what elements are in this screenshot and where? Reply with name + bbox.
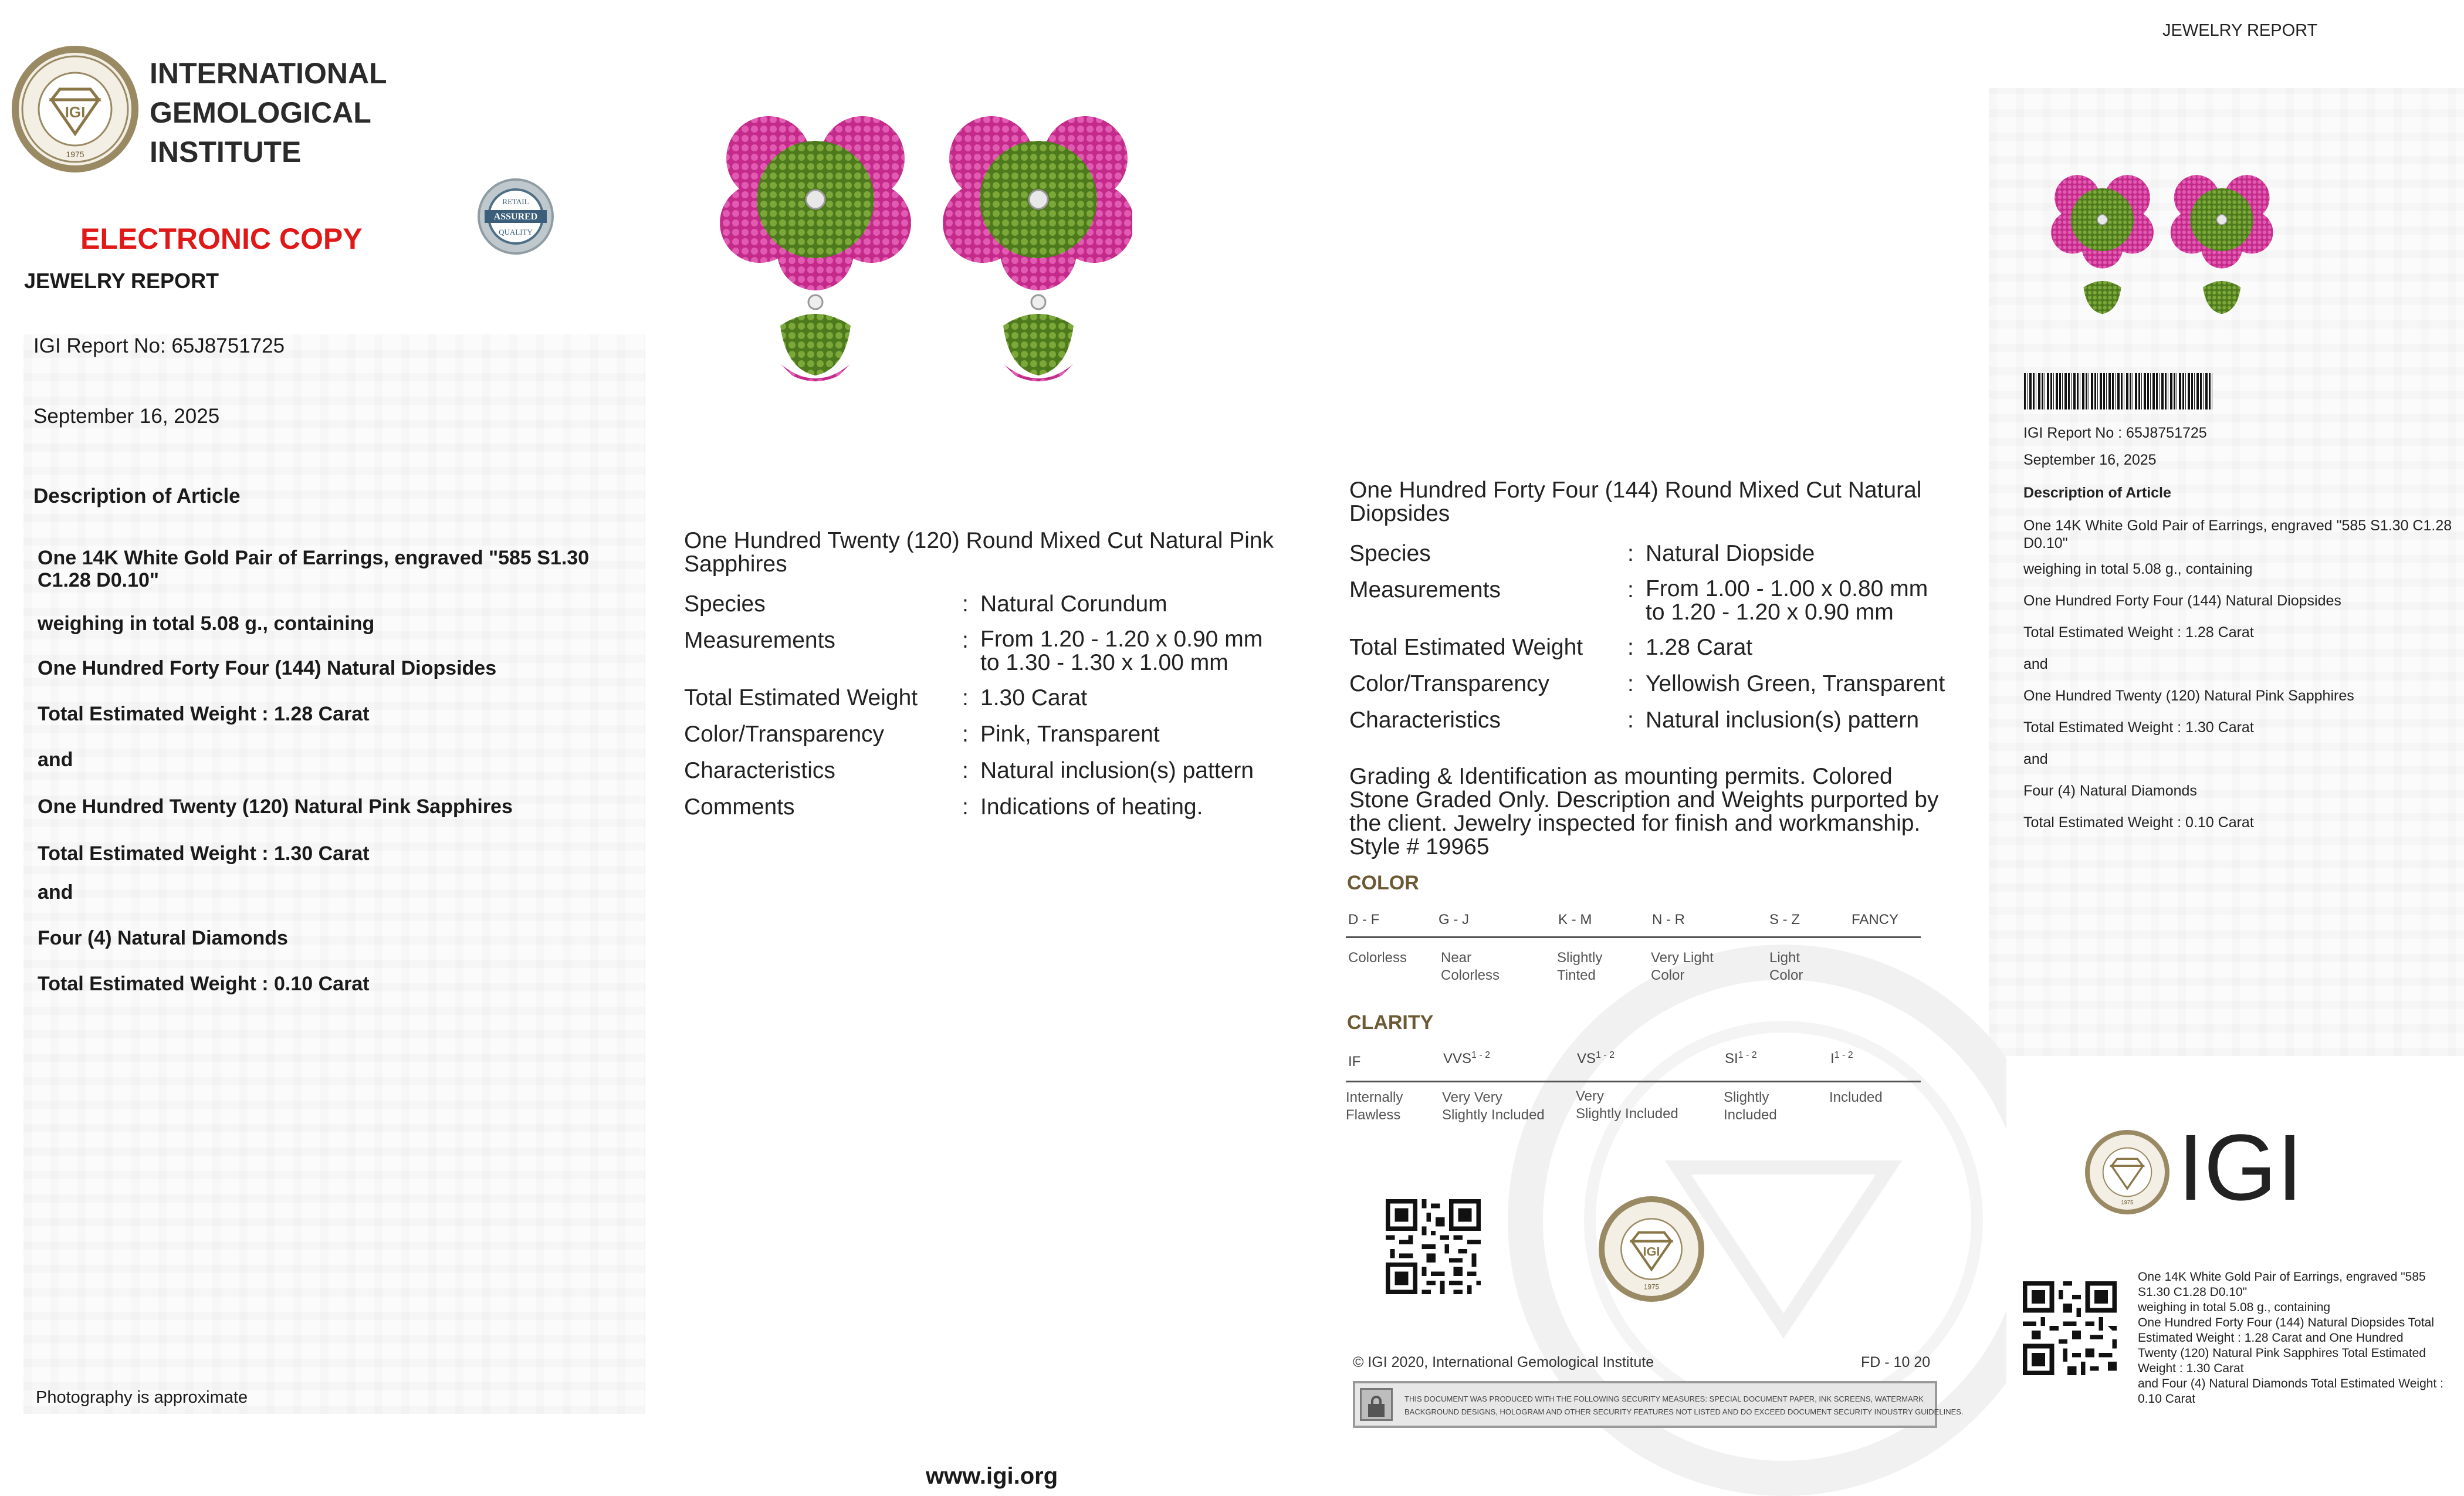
color-scale-heading: COLOR: [1347, 872, 1419, 894]
center-seal-year: 1975: [1644, 1283, 1659, 1291]
sapphire-measurements-from: From 1.20 - 1.20 x 0.90 mm: [980, 627, 1263, 652]
diopside-details: [1349, 479, 1995, 737]
sapphire-comments-colon: :: [962, 794, 969, 820]
right-description-heading: Description of Article: [2023, 485, 2171, 501]
desc-line-article: One 14K White Gold Pair of Earrings, engraved "585 S1.30: [38, 547, 590, 569]
desc-line-diopsides: One Hundred Forty Four (144) Natural Diopsides: [38, 657, 497, 679]
clarity-desc-vvs-1: Very Very: [1442, 1089, 1502, 1105]
right-desc-article: One 14K White Gold Pair of Earrings, engraved "585 S1.30 C1.28: [2023, 517, 2452, 534]
institute-name-line3: INSTITUTE: [150, 136, 302, 168]
clarity-grade-vs: [1577, 1050, 1615, 1067]
diopside-measurements-to: to 1.20 - 1.20 x 0.90 mm: [1646, 600, 1894, 625]
diopside-weight-value: 1.28 Carat: [1646, 635, 1753, 660]
igi-wordmark: IGI: [2178, 1115, 2303, 1220]
earring-left: [720, 116, 911, 381]
footer-copyright: © IGI 2020, International Gemological Institute: [1353, 1354, 1654, 1370]
clarity-scale-line: [1346, 1081, 1921, 1082]
clarity-desc-vs: [1576, 1088, 1678, 1123]
sapphire-weight-value: 1.30 Carat: [980, 685, 1088, 710]
right-desc-weight: weighing in total 5.08 g., containing: [2023, 561, 2253, 577]
diopside-title: [1349, 479, 1921, 526]
clarity-grade-i-text: I: [1830, 1051, 1835, 1067]
diopside-measurements-label: Measurements: [1349, 577, 1501, 603]
right-summary-line6: Twenty (120) Natural Pink Sapphires Total Estimated: [2138, 1346, 2426, 1360]
seal-mark-text: IGI: [65, 103, 86, 121]
igi-seal-right: [2083, 1128, 2172, 1217]
clarity-desc-si-1: Slightly: [1724, 1089, 1769, 1105]
clarity-grade-i-sup: 1 - 2: [1834, 1050, 1853, 1060]
right-summary-line8: and Four (4) Natural Diamonds Total Estimated Weight :: [2138, 1377, 2443, 1390]
clarity-grade-if: [1348, 1054, 1360, 1070]
clarity-grade-i: [1830, 1050, 1853, 1067]
right-summary-line5: Estimated Weight : 1.28 Carat and One Hundred: [2138, 1331, 2404, 1345]
clarity-desc-if: [1346, 1089, 1403, 1124]
lock-icon: [1360, 1388, 1393, 1421]
right-summary-line9: 0.10 Carat: [2138, 1392, 2196, 1406]
barcode: [2024, 373, 2213, 409]
right-summary-line7: Weight : 1.30 Carat: [2138, 1362, 2244, 1375]
badge-mid-text: ASSURED: [493, 212, 538, 222]
color-desc-slightly-tinted-2: Tinted: [1557, 967, 1596, 983]
clarity-desc-if-2: Flawless: [1346, 1107, 1401, 1123]
desc-line-sapphire-weight: Total Estimated Weight : 1.30 Carat: [38, 842, 370, 865]
right-seal-year: 1975: [2121, 1199, 2134, 1206]
right-summary-line4: One Hundred Forty Four (144) Natural Diopsides Total: [2138, 1316, 2435, 1329]
right-desc-diopsides: One Hundred Forty Four (144) Natural Diopsides: [2023, 593, 2341, 609]
qr-code-verify[interactable]: [1386, 1199, 1481, 1294]
diopside-species-value: Natural Diopside: [1646, 541, 1815, 566]
sapphire-measurements-label: Measurements: [684, 628, 835, 653]
color-grade-km: K - M: [1558, 912, 1592, 928]
diopside-species-colon: :: [1627, 541, 1634, 566]
right-desc-diopside-weight: Total Estimated Weight : 1.28 Carat: [2023, 624, 2254, 641]
lock-body: [1368, 1404, 1385, 1417]
diopside-color-label: Color/Transparency: [1349, 671, 1550, 696]
sapphire-color-colon: :: [962, 722, 969, 747]
report-number: IGI Report No: 65J8751725: [33, 334, 285, 357]
sapphire-color-value: Pink, Transparent: [980, 722, 1160, 747]
security-text-line1: THIS DOCUMENT WAS PRODUCED WITH THE FOLLOWING SECURITY MEASURES: SPECIAL DOCUMENT PAPER, INK SCREENS, WATERMARK: [1404, 1395, 1924, 1403]
color-scale-line: [1346, 936, 1921, 938]
desc-line-engraving: C1.28 D0.10": [38, 569, 160, 591]
right-desc-and-2: and: [2023, 751, 2048, 767]
diopside-measurements-colon: :: [1627, 577, 1634, 603]
clarity-grade-vvs-text: VVS: [1443, 1051, 1472, 1067]
sapphire-measurements-colon: :: [962, 628, 969, 653]
security-text-line2: BACKGROUND DESIGNS, HOLOGRAM AND OTHER SECURITY FEATURES NOT LISTED AND DO EXCEED DOCUMENT SECURITY INDUSTRY GUIDELINES.: [1404, 1407, 1964, 1416]
desc-line-weight: weighing in total 5.08 g., containing: [38, 612, 375, 635]
igi-seal-center: [1596, 1193, 1707, 1305]
security-text: [1404, 1393, 1964, 1419]
clarity-grade-si-sup: 1 - 2: [1738, 1050, 1757, 1060]
clarity-desc-i: [1829, 1089, 1883, 1106]
clarity-grade-vvs: [1443, 1050, 1490, 1067]
right-desc-diamonds: Four (4) Natural Diamonds: [2023, 783, 2197, 799]
sapphire-species-value: Natural Corundum: [980, 591, 1167, 617]
diopside-title-line2: Diopsides: [1349, 501, 1450, 526]
clarity-desc-vvs-2: Slightly Included: [1442, 1107, 1545, 1123]
grading-note: [1349, 765, 1938, 859]
right-desc-diamond-weight: Total Estimated Weight : 0.10 Carat: [2023, 814, 2254, 831]
report-date: September 16, 2025: [33, 405, 220, 428]
center-seal-mark: IGI: [1643, 1244, 1660, 1259]
description-heading: Description of Article: [33, 485, 241, 507]
grading-note-line2: Stone Graded Only. Description and Weights purported by: [1349, 787, 1939, 813]
sapphire-weight-label: Total Estimated Weight: [684, 685, 918, 710]
electronic-copy-label: ELECTRONIC COPY: [80, 222, 363, 255]
footer-form-code: FD - 10 20: [1861, 1354, 1931, 1370]
clarity-desc-i-1: Included: [1829, 1089, 1883, 1105]
diopside-measurements-value: [1646, 577, 1928, 624]
clarity-grade-si: [1725, 1050, 1757, 1067]
sapphire-title: [684, 529, 1274, 576]
institute-name-line2: GEMOLOGICAL: [150, 96, 371, 129]
website-link[interactable]: www.igi.org: [926, 1463, 1058, 1489]
sapphire-color-label: Color/Transparency: [684, 722, 885, 747]
sapphire-species-colon: :: [962, 591, 969, 617]
right-desc-engraving: D0.10": [2023, 535, 2068, 551]
igi-seal-logo: [8, 42, 142, 176]
institute-name: [150, 54, 387, 172]
color-desc-very-light: [1651, 949, 1714, 984]
header-report-title: JEWELRY REPORT: [2162, 21, 2318, 40]
diopside-weight-colon: :: [1627, 635, 1634, 660]
right-report-number: IGI Report No : 65J8751725: [2023, 425, 2207, 441]
badge-top-text: RETAIL: [502, 197, 529, 206]
clarity-scale-heading: CLARITY: [1347, 1011, 1434, 1034]
sapphire-details: [684, 529, 1306, 823]
diopside-color-value: Yellowish Green, Transparent: [1646, 671, 1945, 696]
right-desc-and-1: and: [2023, 656, 2048, 672]
diopside-characteristics-colon: :: [1627, 708, 1634, 733]
clarity-desc-if-1: Internally: [1346, 1089, 1403, 1105]
security-strip: [1353, 1381, 1964, 1428]
grading-note-line1: Grading & Identification as mounting permits. Colored: [1349, 764, 1893, 789]
desc-line-and-1: and: [38, 749, 73, 771]
sapphire-comments-label: Comments: [684, 794, 795, 820]
sapphire-characteristics-colon: :: [962, 758, 969, 783]
sapphire-title-line1: One Hundred Twenty (120) Round Mixed Cut Natural Pink: [684, 528, 1274, 553]
color-desc-light: [1769, 949, 1803, 984]
clarity-grade-if-text: IF: [1348, 1054, 1361, 1069]
sapphire-measurements-to: to 1.30 - 1.30 x 1.00 mm: [980, 650, 1228, 675]
photography-note: Photography is approximate: [36, 1388, 248, 1407]
clarity-grade-vs-text: VS: [1577, 1051, 1596, 1067]
desc-line-sapphires: One Hundred Twenty (120) Natural Pink Sapphires: [38, 796, 513, 818]
color-desc-light-1: Light: [1769, 950, 1800, 966]
color-desc-very-light-1: Very Light: [1651, 950, 1714, 966]
right-summary: [2138, 1270, 2443, 1407]
diopside-characteristics-label: Characteristics: [1349, 708, 1501, 733]
color-desc-near-colorless-2: Colorless: [1441, 967, 1500, 983]
clarity-desc-vvs: [1442, 1089, 1545, 1124]
seal-year-text: 1975: [66, 150, 84, 159]
desc-line-diopside-weight: Total Estimated Weight : 1.28 Carat: [38, 703, 370, 725]
color-grade-gj: G - J: [1439, 912, 1469, 928]
color-desc-near-colorless: [1441, 949, 1500, 984]
earring-right: [943, 116, 1132, 381]
grading-note-line3: the client. Jewelry inspected for finish and workmanship.: [1349, 811, 1921, 836]
retail-assured-badge: [476, 177, 555, 256]
sapphire-comments-value: Indications of heating.: [980, 794, 1203, 820]
desc-line-diamond-weight: Total Estimated Weight : 0.10 Carat: [38, 973, 370, 995]
earrings-photo: [710, 76, 1132, 405]
sapphire-weight-colon: :: [962, 685, 969, 710]
right-report-date: September 16, 2025: [2023, 452, 2157, 468]
clarity-desc-vs-1: Very: [1576, 1088, 1605, 1104]
color-desc-slightly-tinted: [1557, 949, 1602, 984]
right-summary-line2: S1.30 C1.28 D0.10": [2138, 1285, 2248, 1299]
clarity-desc-si: [1724, 1089, 1777, 1124]
clarity-desc-si-2: Included: [1724, 1107, 1777, 1123]
diopside-weight-label: Total Estimated Weight: [1349, 635, 1583, 660]
color-grade-nr: N - R: [1652, 912, 1685, 928]
diopside-title-line1: One Hundred Forty Four (144) Round Mixed Cut Natural: [1349, 478, 1922, 503]
color-desc-colorless-1: Colorless: [1348, 950, 1407, 966]
clarity-desc-vs-2: Slightly Included: [1576, 1106, 1678, 1122]
sapphire-characteristics-label: Characteristics: [684, 758, 835, 783]
sapphire-species-label: Species: [684, 591, 766, 617]
institute-name-line1: INTERNATIONAL: [150, 57, 387, 90]
right-summary-line1: One 14K White Gold Pair of Earrings, engraved "585: [2138, 1270, 2426, 1284]
color-desc-near-colorless-1: Near: [1441, 950, 1472, 966]
diopside-species-label: Species: [1349, 541, 1431, 566]
sapphire-title-line2: Sapphires: [684, 551, 787, 577]
diopside-characteristics-value: Natural inclusion(s) pattern: [1646, 708, 1920, 733]
diopside-color-colon: :: [1627, 671, 1634, 696]
sapphire-measurements-value: [980, 628, 1263, 675]
right-desc-sapphires: One Hundred Twenty (120) Natural Pink Sapphires: [2023, 688, 2354, 704]
color-desc-very-light-2: Color: [1651, 967, 1685, 983]
clarity-grade-vs-sup: 1 - 2: [1596, 1050, 1615, 1060]
badge-bottom-text: QUALITY: [499, 228, 533, 236]
color-desc-colorless: [1348, 949, 1407, 967]
clarity-grade-si-text: SI: [1725, 1051, 1738, 1067]
desc-line-and-2: and: [38, 881, 73, 903]
right-desc-sapphire-weight: Total Estimated Weight : 1.30 Carat: [2023, 719, 2254, 736]
grading-note-line4: Style # 19965: [1349, 834, 1490, 859]
color-grade-df: D - F: [1348, 912, 1380, 928]
desc-line-diamonds: Four (4) Natural Diamonds: [38, 927, 288, 949]
report-title: JEWELRY REPORT: [24, 269, 219, 293]
color-grade-sz: S - Z: [1769, 912, 1800, 928]
earrings-thumbnail: [2030, 154, 2288, 330]
right-summary-line3: weighing in total 5.08 g., containing: [2138, 1301, 2331, 1314]
clarity-grade-vvs-sup: 1 - 2: [1471, 1050, 1491, 1060]
color-desc-slightly-tinted-1: Slightly: [1557, 950, 1603, 966]
diopside-measurements-from: From 1.00 - 1.00 x 0.80 mm: [1646, 576, 1928, 601]
color-desc-light-2: Color: [1769, 967, 1803, 983]
qr-code-right[interactable]: [2023, 1281, 2117, 1375]
color-grade-fancy: FANCY: [1852, 912, 1899, 928]
sapphire-characteristics-value: Natural inclusion(s) pattern: [980, 758, 1254, 783]
